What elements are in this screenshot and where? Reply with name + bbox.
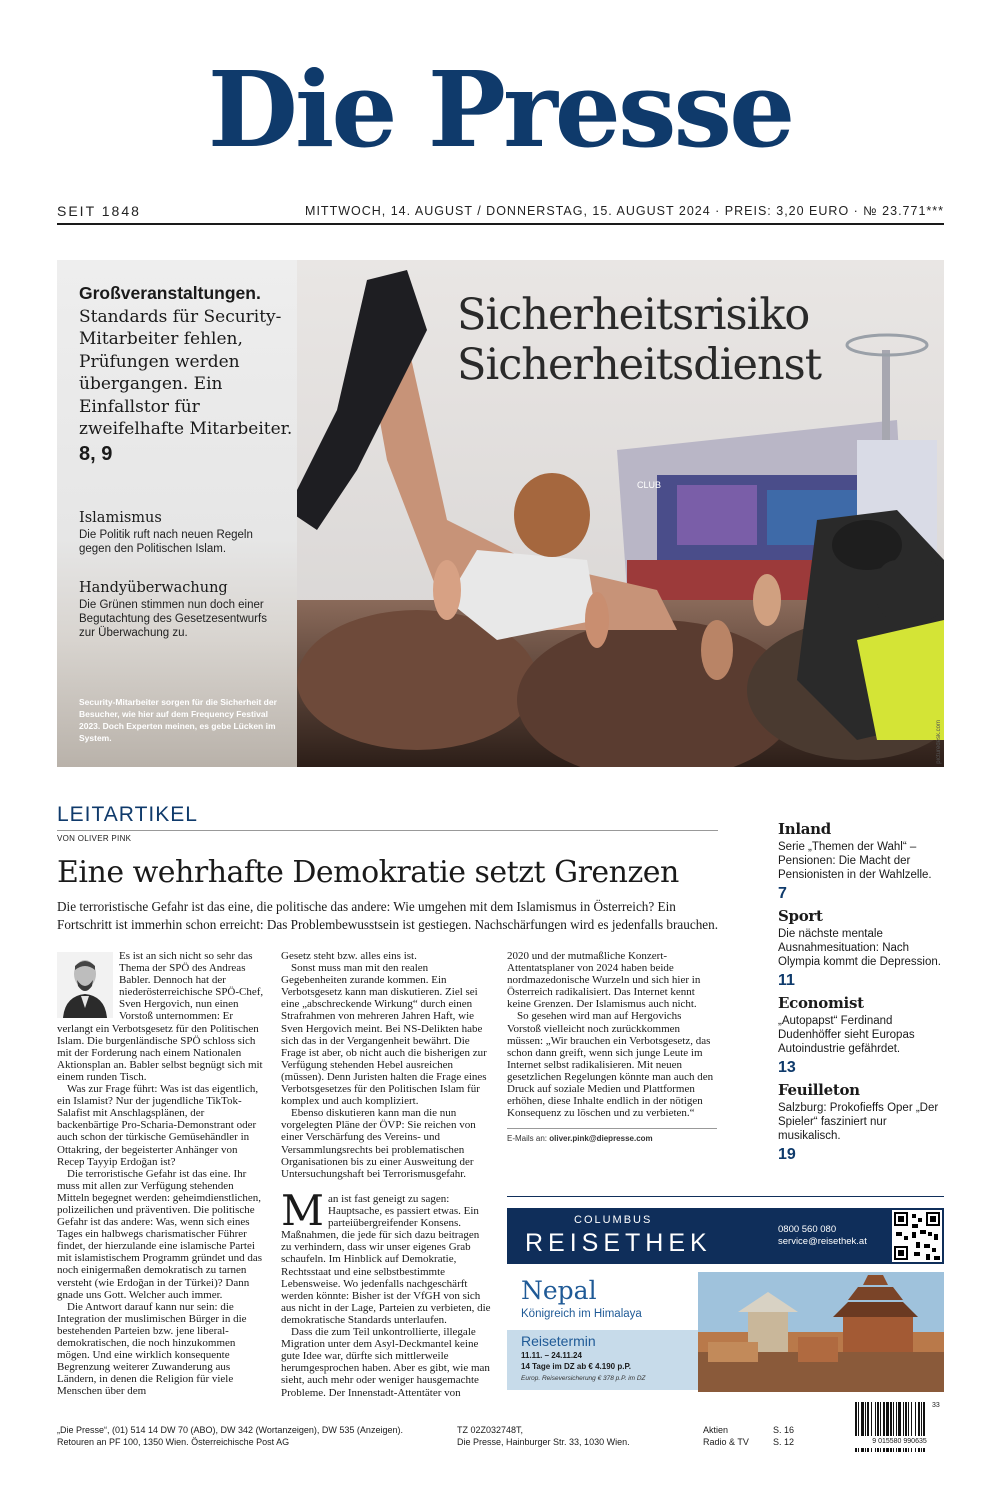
article-column-2 [281,950,491,1180]
footer-index [703,1424,813,1448]
dateline-bar [57,203,944,225]
ad-body [507,1272,698,1392]
footer-imprint-line1: „Die Presse“, (01) 514 14 DW 70 (ABO), DW 342 (Wortanzeigen), DW 535 (Anzeigen). [57,1425,403,1435]
ad-header [507,1208,944,1264]
hero-kicker [79,282,294,465]
masthead-rule [57,223,944,225]
issue-code: 33 [932,1402,940,1409]
teaser-islamismus[interactable] [79,510,279,556]
photo-credit: picturedesk.com [936,720,942,764]
teaser-title: Islamismus [79,510,162,526]
hero-page-ref[interactable]: 8, 9 [79,442,113,465]
since-label: SEIT 1848 [57,203,141,219]
paragraph: So gesehen wird man auf Hergovichs Vorstoß vielleicht noch zurückkommen müssen: „Wir brauchen ein Verbotsgesetz, das schon dann greift, wenn sich junge Leute im Internet selbst radikalisieren. Mit neuen gesetzlichen Regelungen könnte man auch den Druck auf soziale Medien und Plattformen erhöhen, diese Inhalte endlich in der nötigen Konsequenz zu löschen und zu verbieten.“ [507,1010,714,1120]
section-rule [57,830,718,831]
paragraph: Die Antwort darauf kann nur sein: die Integration der muslimischen Bürger in die bestehenden Parteien bzw. jene liberal-demokratischen, die noch hinzukommen mögen. Und eine wirklich konsequente Begrenzung weiterer Zuwanderung aus Ländern, in denen die Religion für viele Menschen über dem [57,1300,247,1398]
email-rule [507,1128,717,1129]
photo-caption: Security-Mitarbeiter sorgen für die Sicherheit der Besucher, wie hier auf dem Frequency Festival 2023. Doch Experten meinen, es gebe Lücken im System. [79,697,277,743]
article-column-2-continued [281,1186,491,1399]
drop-cap: M [281,1186,325,1235]
article-byline: VON OLIVER PINK [57,834,132,843]
index-page: S. 16 [773,1425,795,1435]
teaser-text: Die Politik ruft nach neuen Regeln gegen den Politischen Islam. [79,529,253,555]
sidebar-section: Inland [778,820,831,838]
ad-term-offer: 14 Tage im DZ ab € 4.190 p.P. [521,1361,631,1371]
hero-kicker-text: Standards für Security-Mitarbeiter fehlen, Prüfungen werden übergangen. Ein Einfallstor für zweifelhafte Mitarbeiter. [79,306,293,439]
index-page: S. 12 [773,1437,795,1447]
index-label: Aktien [703,1425,729,1435]
stage-sign: CLUB [637,480,662,490]
teaser-handyueberwachung[interactable] [79,580,279,640]
ad-top-rule [507,1196,944,1197]
section-label-leitartikel: LEITARTIKEL [57,803,198,826]
sidebar-teasers [778,820,948,1168]
email-label: E-Mails an: [507,1134,548,1143]
sidebar-page: 11 [778,972,795,989]
hero-kicker-bold: Großveranstaltungen. [79,283,261,303]
paragraph: Ebenso diskutieren kann man die nun vorgelegten Pläne der ÖVP: Sie reichen von einer Verschärfung des Vereins- und Versammlungsrechts bei problematischen Organisationen bis zu einer Ausweitung der Untersuchungshaft bei Terrorismusgefahr. [281,1107,476,1180]
ad-term-title: Reisetermin [521,1333,596,1349]
masthead-logo[interactable]: Die Presse [207,48,793,171]
ad-brand-logo: REISETHEK [525,1229,712,1257]
paragraph: Es ist an sich nicht so sehr das Thema der SPÖ des Andreas Babler. Dennoch hat der niederösterreichische SPÖ-Chef, Sven Hergovich, nun einen Vorstoß unternommen: Er verlangt ein Verbotsgesetz für den Politischen Islam. Die burgenländische SPÖ schloss sich mit der Forderung nach einem Nationalen Aktionsplan an. Babler selbst begnügt sich mit einem runden Tisch. [57,950,264,1083]
ad-subtitle: Königreich im Himalaya [521,1308,642,1320]
ad-travel-dates [507,1330,698,1390]
paragraph: Was zur Frage führt: Was ist das eigentlich, ein Islamist? Nur der jugendliche TikTok-Salafist mit Anschlagsplänen, der backenbärtige Pro-Scharia-Demonstrant oder auch schon der türkische Gemüsehändler in Ottakring, der begeisterter Anhänger von Recep Tayyip Erdoğan ist? [57,1083,259,1168]
barcode-number: 9 015580 990635 [855,1436,944,1448]
paragraph: Die terroristische Gefahr ist das eine. Ihr muss mit allen zur Verfügung stehenden Mitteln begegnet werden: geheimdienstlichen, polizeilichen und präventiven. Die politische Gefahr ist das andere: Was, wenn sich eines Tages ein halbwegs charismatischer Führer findet, der hierzulande eine islamische Partei mit islamistischem Programm gründet und das noch einigermaßen demokratisch zu tarnen versteht (wie Erdoğan in der Türkei)? Dann gnade uns Gott. Welcher auch immer. [57,1167,263,1301]
hero-headline-line1: Sicherheitsrisiko [457,290,810,340]
author-portrait [57,952,113,1018]
sidebar-text: Salzburg: Prokofieffs Oper „Der Spieler“ fasziniert nur musikalisch. [778,1102,939,1142]
article-column-1 [57,950,265,1397]
paragraph: an ist fast geneigt zu sagen: Hauptsache, es passiert etwas. Ein parteiübergreifender Konsens. Maßnahmen, die jede für sich dazu beitragen zu verhindern, dass wir unser eigenes Grab schaufeln. Im Hinblick auf Demokratie, Rechtsstaat und eine selbstbestimmte Lebensweise. Wo jedenfalls nachgeschärft werden könnte: Bisher ist der VfGH von sich aus nicht in der Lage, Parteien zu verbieten, die demokratische Standards unterlaufen. [281,1193,491,1326]
index-label: Radio & TV [703,1437,749,1447]
article-headline[interactable]: Eine wehrhafte Demokratie setzt Grenzen [57,855,679,890]
paragraph: Gesetz steht bzw. alles eins ist. [281,950,417,962]
sidebar-page: 7 [778,885,787,902]
ad-term-dates: 11.11. – 24.11.24 [521,1351,582,1360]
hero-story[interactable] [57,260,944,767]
footer-address-line1: TZ 02Z032748T, [457,1425,524,1435]
advertisement-reisethek[interactable] [507,1196,944,1392]
ad-email[interactable]: service@reisethek.at [778,1236,867,1247]
index-row-radio-tv[interactable] [703,1436,813,1448]
sidebar-section: Sport [778,907,823,925]
sidebar-text: Serie „Themen der Wahl“ – Pensionen: Die Macht der Pensionisten in der Wahlzelle. [778,841,932,881]
ad-brand-small: COLUMBUS [574,1214,653,1226]
sidebar-text: Die nächste mentale Ausnahmesituation: Nach Olympia kommt die Depression. [778,928,941,968]
issue-info: MITTWOCH, 14. AUGUST / DONNERSTAG, 15. AUGUST 2024 · PREIS: 3,20 EURO · № 23.771*** [305,204,944,218]
article-lead: Die terroristische Gefahr ist das eine, die politische das andere: Wie umgehen mit dem Islamismus in Österreich? Ein Fortschritt ist immerhin schon erreicht: Das Problembewusstsein ist gestiegen. Nachschärfungen wird es jedenfalls brauchen. [57,899,719,932]
author-email-link[interactable]: oliver.pink@diepresse.com [549,1134,653,1143]
ad-contact [778,1224,867,1248]
ad-term-details [521,1351,631,1372]
hero-headline-line2: Sicherheitsdienst [457,340,821,390]
author-email-line [507,1134,653,1143]
sidebar-item-sport[interactable] [778,907,948,990]
sidebar-section: Feuilleton [778,1081,860,1099]
paragraph: Dass die zum Teil unkontrollierte, illegale Migration unter dem Asyl-Deckmantel keine gute Idee war, dürfte sich mittlerweile herumgesprochen haben. Aber es gibt, wie man sieht, auch mehr oder weniger hausgemachte Probleme. Der Innenstadt-Attentäter von [281,1326,490,1399]
sidebar-section: Economist [778,994,864,1012]
sidebar-item-feuilleton[interactable] [778,1081,948,1164]
paragraph: Sonst muss man mit den realen Gegebenheiten zurande kommen. Ein Verbotsgesetz kann man diskutieren. Ziel sei eine „abschreckende Wirkung“ durch einen Strafrahmen von mehreren Jahren Haft, wie Sven Hergovich meint. Bei NS-Delikten habe sich das in der Vergangenheit bewährt. Die Frage ist aber, ob nicht auch die bisherigen zur Verfügung stehenden Hebel ausreichen (müssen). Denn Juristen halten die Frage eines Verbotsgesetzes für den Politischen Islam für komplex und auch kompliziert. [281,962,487,1108]
qr-code-icon[interactable] [892,1210,942,1262]
footer-imprint [57,1424,437,1448]
ad-photo-nepal-temples [698,1272,944,1392]
index-row-aktien[interactable] [703,1424,813,1436]
sidebar-item-inland[interactable] [778,820,948,903]
sidebar-item-economist[interactable] [778,994,948,1077]
sidebar-text: „Autopapst“ Ferdinand Dudenhöffer sieht Europas Autoindustrie gefährdet. [778,1015,915,1055]
teaser-text: Die Grünen stimmen nun doch einer Begutachtung des Gesetzesentwurfs zur Überwachung zu. [79,599,267,639]
ad-destination: Nepal [521,1276,597,1305]
teaser-title: Handyüberwachung [79,580,228,596]
footer-address [457,1424,697,1448]
hero-headline[interactable] [457,290,917,390]
article-column-3 [507,950,717,1119]
sidebar-page: 19 [778,1146,796,1163]
ad-term-insurance: Europ. Reiseversicherung € 378 p.P. im DZ [521,1375,646,1382]
ad-phone-number[interactable]: 0800 560 080 [778,1224,837,1235]
footer-imprint-line2: Retouren an PF 100, 1350 Wien. Österreichische Post AG [57,1437,290,1447]
sidebar-page: 13 [778,1059,796,1076]
footer-address-line2: Die Presse, Hainburger Str. 33, 1030 Wien. [457,1437,630,1447]
paragraph: 2020 und der mutmaßliche Konzert-Attentatsplaner von 2024 haben beide nordmazedonische Wurzeln und sich hier in Österreich radikalisiert. Das Internet kennt keine Grenzen. Der Islamismus auch nicht. [507,950,701,1011]
